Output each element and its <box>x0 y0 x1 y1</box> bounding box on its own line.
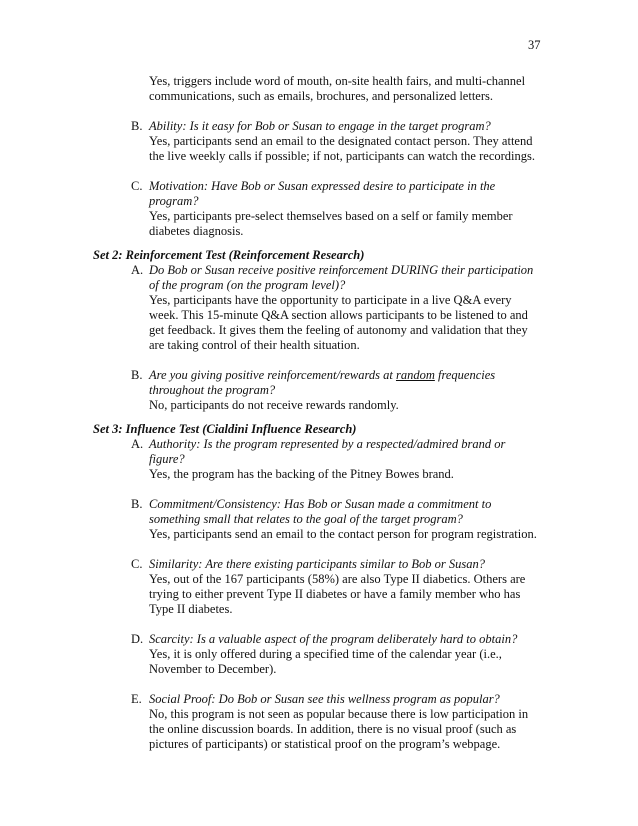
page-number: 37 <box>528 38 541 52</box>
item-question: Social Proof: Do Bob or Susan see this wellness program as popular? <box>149 692 500 706</box>
item-question: Authority: Is the program represented by a respected/admired brand or figure? <box>149 437 506 466</box>
item-question: Do Bob or Susan receive positive reinforcement DURING their participation of the program (on the program level)? <box>149 263 534 292</box>
item-letter: B. <box>131 119 143 133</box>
item-answer: Yes, it is only offered during a specified time of the calendar year (i.e., November to December). <box>149 647 502 676</box>
question-part: frequencies throughout the program? <box>149 368 496 397</box>
question-part: Are you giving positive reinforcement/rewards at <box>149 368 396 382</box>
set3-item-e <box>0 692 544 752</box>
item-letter: C. <box>131 557 143 571</box>
item-answer: Yes, the program has the backing of the Pitney Bowes brand. <box>149 467 454 481</box>
item-answer: No, this program is not seen as popular because there is low participation in the online discussion boards. In addition, there is no visual proof (such as pictures of participants) or statistical proof on the program’s webpage. <box>149 707 529 751</box>
item-letter: D. <box>131 632 144 646</box>
item-question: Motivation: Have Bob or Susan expressed desire to participate in the program? <box>149 179 496 208</box>
item-letter: A. <box>131 437 144 451</box>
item-answer: Yes, out of the 167 participants (58%) are also Type II diabetics. Others are trying to either prevent Type II diabetes or have a family member who has Type II diabetes. <box>149 572 526 616</box>
item-letter: A. <box>131 263 144 277</box>
set2-item-b <box>0 368 544 413</box>
set3-item-c <box>0 557 544 617</box>
item-letter: E. <box>131 692 142 706</box>
item-question: Commitment/Consistency: Has Bob or Susan made a commitment to something small that relates to the goal of the target program? <box>149 497 492 526</box>
intro-answer: Yes, triggers include word of mouth, on-site health fairs, and multi-channel communications, such as emails, brochures, and personalized letters. <box>149 74 526 103</box>
set2-item-a <box>0 263 544 353</box>
set1-item-b <box>0 119 544 164</box>
item-question <box>149 368 544 398</box>
item-letter: B. <box>131 497 143 511</box>
item-question: Scarcity: Is a valuable aspect of the program deliberately hard to obtain? <box>149 632 518 646</box>
set3-item-b <box>0 497 544 542</box>
set2-heading: Set 2: Reinforcement Test (Reinforcement Research) <box>93 248 365 262</box>
item-question: Similarity: Are there existing participants similar to Bob or Susan? <box>149 557 485 571</box>
set1-item-c <box>0 179 544 239</box>
item-letter: B. <box>131 368 143 382</box>
item-answer: Yes, participants pre-select themselves based on a self or family member diabetes diagnosis. <box>149 209 513 238</box>
document-body <box>0 74 638 767</box>
item-question: Ability: Is it easy for Bob or Susan to engage in the target program? <box>149 119 491 133</box>
item-answer: Yes, participants have the opportunity to participate in a live Q&A every week. This 15-minute Q&A section allows participants to be listened to and get feedback. It gives them the feeling of autonomy and validation that they are taking control of their health situation. <box>149 293 528 352</box>
item-letter: C. <box>131 179 143 193</box>
set3-item-a <box>0 437 544 482</box>
set3-heading: Set 3: Influence Test (Cialdini Influence Research) <box>93 422 357 436</box>
item-answer: Yes, participants send an email to the contact person for program registration. <box>149 527 537 541</box>
item-answer: Yes, participants send an email to the designated contact person. They attend the live weekly calls if possible; if not, participants can watch the recordings. <box>149 134 535 163</box>
set3-item-d <box>0 632 544 677</box>
underlined-word: random <box>395 368 435 382</box>
item-answer: No, participants do not receive rewards randomly. <box>149 398 399 412</box>
